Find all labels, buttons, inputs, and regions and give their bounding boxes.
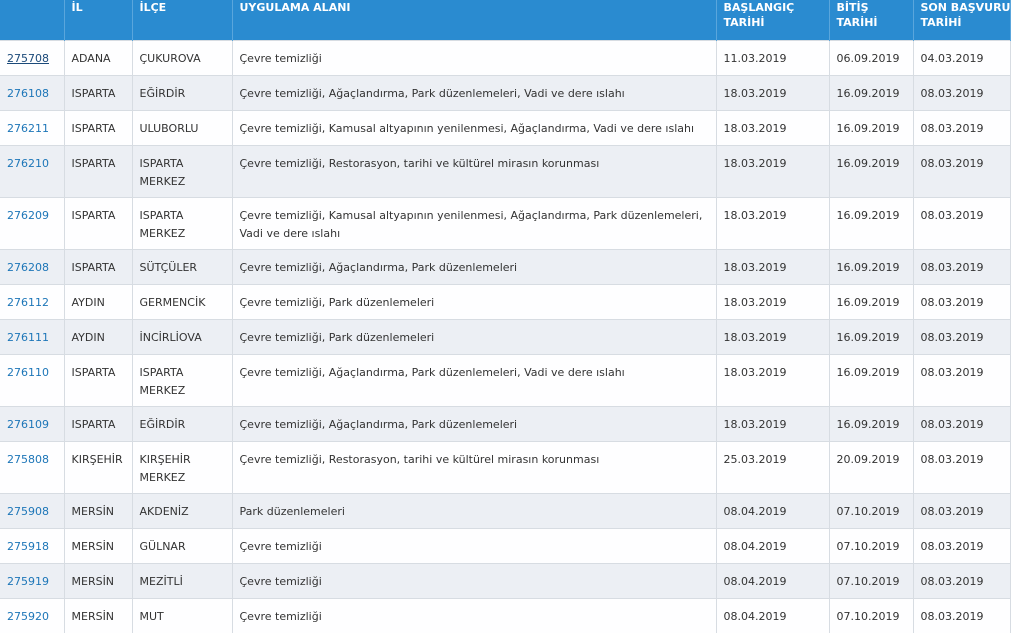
cell-son-basvuru-tarihi [913,442,1010,494]
ilce-line: MERKEZ [140,469,225,487]
cell-uygulama-alani [232,355,716,407]
ilce-line: ISPARTA [140,155,225,173]
header-son-basvuru-tarihi: SON BAŞVURU TARİHİ [913,0,1010,41]
ilce-line: MUT [140,608,225,626]
date-text: 08.03.2019 [921,453,984,466]
table-row [0,250,1010,285]
cell-baslangic-tarihi [716,355,829,407]
uygulama-alani-line: Park düzenlemeleri [240,503,709,521]
il-text: ISPARTA [72,366,116,379]
date-text: 16.09.2019 [837,366,900,379]
uygulama-alani-line: Çevre temizliği [240,573,709,591]
record-id-link[interactable]: 276110 [7,366,49,379]
table-row [0,320,1010,355]
table-body [0,41,1010,633]
date-text: 16.09.2019 [837,261,900,274]
date-text: 18.03.2019 [724,122,787,135]
date-text: 07.10.2019 [837,505,900,518]
date-text: 08.03.2019 [921,261,984,274]
cell-baslangic-tarihi [716,407,829,442]
cell-ilce [132,599,232,633]
date-text: 07.10.2019 [837,610,900,623]
cell-id [0,355,64,407]
uygulama-alani-line: Çevre temizliği, Restorasyon, tarihi ve kültürel mirasın korunması [240,155,709,173]
cell-il [64,198,132,250]
cell-uygulama-alani [232,198,716,250]
table-row [0,41,1010,76]
cell-uygulama-alani [232,407,716,442]
cell-bitis-tarihi [829,111,913,146]
cell-ilce [132,442,232,494]
date-text: 08.03.2019 [921,505,984,518]
date-text: 16.09.2019 [837,122,900,135]
record-id-link[interactable]: 276112 [7,296,49,309]
il-text: KIRŞEHİR [72,453,123,466]
date-text: 07.10.2019 [837,575,900,588]
ilce-line: MERKEZ [140,382,225,400]
uygulama-alani-line: Çevre temizliği, Ağaçlandırma, Park düzenlemeleri, Vadi ve dere ıslahı [240,85,709,103]
date-text: 08.03.2019 [921,610,984,623]
cell-son-basvuru-tarihi [913,146,1010,198]
cell-il [64,564,132,599]
il-text: ISPARTA [72,418,116,431]
cell-id [0,41,64,76]
cell-il [64,529,132,564]
ilce-line: ISPARTA [140,207,225,225]
cell-son-basvuru-tarihi [913,111,1010,146]
header-ilce: İLÇE [132,0,232,41]
cell-id [0,442,64,494]
date-text: 16.09.2019 [837,296,900,309]
record-id-link[interactable]: 276211 [7,122,49,135]
header-baslangic-tarihi: BAŞLANGIÇ TARİHİ [716,0,829,41]
uygulama-alani-line: Çevre temizliği, Ağaçlandırma, Park düzenlemeleri, Vadi ve dere ıslahı [240,364,709,382]
record-id-link[interactable]: 275920 [7,610,49,623]
cell-il [64,599,132,633]
cell-ilce [132,494,232,529]
date-text: 08.04.2019 [724,575,787,588]
table-row [0,599,1010,633]
cell-il [64,494,132,529]
date-text: 08.04.2019 [724,505,787,518]
cell-son-basvuru-tarihi [913,76,1010,111]
ilce-line: ULUBORLU [140,120,225,138]
cell-baslangic-tarihi [716,198,829,250]
date-text: 18.03.2019 [724,418,787,431]
cell-il [64,320,132,355]
ilce-line: AKDENİZ [140,503,225,521]
table-row [0,407,1010,442]
cell-uygulama-alani [232,320,716,355]
date-text: 11.03.2019 [724,52,787,65]
uygulama-alani-line: Çevre temizliği, Ağaçlandırma, Park düzenlemeleri [240,416,709,434]
cell-il [64,285,132,320]
cell-ilce [132,529,232,564]
date-text: 08.03.2019 [921,366,984,379]
il-text: ISPARTA [72,122,116,135]
cell-bitis-tarihi [829,529,913,564]
date-text: 18.03.2019 [724,261,787,274]
cell-baslangic-tarihi [716,494,829,529]
cell-baslangic-tarihi [716,320,829,355]
record-id-link[interactable]: 275808 [7,453,49,466]
uygulama-alani-line: Çevre temizliği [240,538,709,556]
cell-il [64,76,132,111]
table-row [0,529,1010,564]
record-id-link[interactable]: 276209 [7,209,49,222]
date-text: 06.09.2019 [837,52,900,65]
cell-bitis-tarihi [829,407,913,442]
date-text: 18.03.2019 [724,366,787,379]
date-text: 16.09.2019 [837,209,900,222]
cell-son-basvuru-tarihi [913,494,1010,529]
date-text: 16.09.2019 [837,157,900,170]
il-text: ADANA [72,52,111,65]
cell-ilce [132,250,232,285]
cell-id [0,407,64,442]
cell-uygulama-alani [232,41,716,76]
date-text: 16.09.2019 [837,331,900,344]
cell-il [64,250,132,285]
cell-id [0,494,64,529]
date-text: 16.09.2019 [837,418,900,431]
cell-uygulama-alani [232,494,716,529]
date-text: 07.10.2019 [837,540,900,553]
cell-baslangic-tarihi [716,250,829,285]
ilce-line: MERKEZ [140,173,225,191]
il-text: MERSİN [72,575,115,588]
il-text: ISPARTA [72,261,116,274]
il-text: AYDIN [72,296,105,309]
cell-id [0,198,64,250]
date-text: 08.03.2019 [921,540,984,553]
cell-uygulama-alani [232,146,716,198]
record-id-link[interactable]: 275708 [7,52,49,65]
uygulama-alani-line: Çevre temizliği, Park düzenlemeleri [240,294,709,312]
date-text: 08.04.2019 [724,540,787,553]
il-text: ISPARTA [72,209,116,222]
cell-ilce [132,198,232,250]
cell-son-basvuru-tarihi [913,599,1010,633]
cell-id [0,564,64,599]
record-id-link[interactable]: 275918 [7,540,49,553]
uygulama-alani-line: Çevre temizliği, Park düzenlemeleri [240,329,709,347]
cell-id [0,146,64,198]
il-text: ISPARTA [72,87,116,100]
cell-ilce [132,564,232,599]
cell-bitis-tarihi [829,285,913,320]
date-text: 18.03.2019 [724,157,787,170]
cell-uygulama-alani [232,285,716,320]
cell-il [64,407,132,442]
table-row [0,494,1010,529]
cell-id [0,111,64,146]
date-text: 08.03.2019 [921,418,984,431]
ilce-line: GERMENCİK [140,294,225,312]
ilce-line: SÜTÇÜLER [140,259,225,277]
cell-uygulama-alani [232,76,716,111]
date-text: 08.03.2019 [921,209,984,222]
uygulama-alani-line: Çevre temizliği [240,608,709,626]
cell-bitis-tarihi [829,355,913,407]
record-id-link[interactable]: 275908 [7,505,49,518]
ilce-line: EĞİRDİR [140,85,225,103]
table-row [0,111,1010,146]
cell-son-basvuru-tarihi [913,198,1010,250]
cell-id [0,599,64,633]
date-text: 18.03.2019 [724,87,787,100]
ilce-line: ISPARTA [140,364,225,382]
cell-son-basvuru-tarihi [913,529,1010,564]
ilce-line: MERKEZ [140,225,225,243]
il-text: ISPARTA [72,157,116,170]
cell-baslangic-tarihi [716,564,829,599]
cell-uygulama-alani [232,250,716,285]
record-id-link[interactable]: 276111 [7,331,49,344]
cell-bitis-tarihi [829,564,913,599]
cell-ilce [132,41,232,76]
table-header [0,0,1010,41]
cell-baslangic-tarihi [716,111,829,146]
cell-bitis-tarihi [829,442,913,494]
header-row [0,0,1010,41]
cell-uygulama-alani [232,529,716,564]
cell-id [0,529,64,564]
ilce-line: GÜLNAR [140,538,225,556]
cell-ilce [132,285,232,320]
cell-uygulama-alani [232,564,716,599]
table-row [0,146,1010,198]
cell-ilce [132,146,232,198]
cell-bitis-tarihi [829,494,913,529]
cell-baslangic-tarihi [716,599,829,633]
cell-baslangic-tarihi [716,146,829,198]
ilce-line: İNCİRLİOVA [140,329,225,347]
cell-il [64,355,132,407]
il-text: MERSİN [72,540,115,553]
record-id-link[interactable]: 276108 [7,87,49,100]
cell-id [0,285,64,320]
cell-ilce [132,407,232,442]
cell-son-basvuru-tarihi [913,407,1010,442]
cell-uygulama-alani [232,111,716,146]
cell-ilce [132,355,232,407]
ilce-line: MEZİTLİ [140,573,225,591]
table-row [0,285,1010,320]
uygulama-alani-line: Çevre temizliği, Ağaçlandırma, Park düzenlemeleri [240,259,709,277]
record-id-link[interactable]: 275919 [7,575,49,588]
cell-baslangic-tarihi [716,41,829,76]
date-text: 08.03.2019 [921,331,984,344]
cell-id [0,320,64,355]
table-row [0,198,1010,250]
uygulama-alani-line: Çevre temizliği [240,50,709,68]
table-row [0,564,1010,599]
cell-uygulama-alani [232,442,716,494]
cell-bitis-tarihi [829,320,913,355]
cell-il [64,146,132,198]
header-bitis-tarihi: BİTİŞ TARİHİ [829,0,913,41]
uygulama-alani-line: Çevre temizliği, Kamusal altyapının yenilenmesi, Ağaçlandırma, Vadi ve dere ıslahı [240,120,709,138]
il-text: MERSİN [72,610,115,623]
date-text: 18.03.2019 [724,296,787,309]
cell-id [0,250,64,285]
date-text: 20.09.2019 [837,453,900,466]
cell-son-basvuru-tarihi [913,320,1010,355]
date-text: 18.03.2019 [724,209,787,222]
date-text: 08.04.2019 [724,610,787,623]
cell-baslangic-tarihi [716,529,829,564]
date-text: 16.09.2019 [837,87,900,100]
cell-son-basvuru-tarihi [913,41,1010,76]
header-id [0,0,64,41]
date-text: 04.03.2019 [921,52,984,65]
cell-baslangic-tarihi [716,442,829,494]
uygulama-alani-line: Çevre temizliği, Kamusal altyapının yenilenmesi, Ağaçlandırma, Park düzenlemeleri, [240,207,709,225]
table-row [0,442,1010,494]
date-text: 08.03.2019 [921,122,984,135]
cell-son-basvuru-tarihi [913,250,1010,285]
date-text: 25.03.2019 [724,453,787,466]
table-row [0,355,1010,407]
date-text: 08.03.2019 [921,157,984,170]
cell-ilce [132,111,232,146]
cell-ilce [132,320,232,355]
cell-son-basvuru-tarihi [913,564,1010,599]
date-text: 18.03.2019 [724,331,787,344]
record-id-link[interactable]: 276109 [7,418,49,431]
date-text: 08.03.2019 [921,296,984,309]
date-text: 08.03.2019 [921,87,984,100]
uygulama-alani-line: Vadi ve dere ıslahı [240,225,709,243]
cell-son-basvuru-tarihi [913,355,1010,407]
cell-il [64,442,132,494]
cell-bitis-tarihi [829,599,913,633]
cell-bitis-tarihi [829,198,913,250]
date-text: 08.03.2019 [921,575,984,588]
uygulama-alani-line: Çevre temizliği, Restorasyon, tarihi ve kültürel mirasın korunması [240,451,709,469]
cell-bitis-tarihi [829,146,913,198]
ilce-line: EĞİRDİR [140,416,225,434]
table-row [0,76,1010,111]
header-uygulama-alani: UYGULAMA ALANI [232,0,716,41]
record-id-link[interactable]: 276208 [7,261,49,274]
header-il: İL [64,0,132,41]
cell-bitis-tarihi [829,76,913,111]
ilce-line: ÇUKUROVA [140,50,225,68]
cell-il [64,41,132,76]
il-text: MERSİN [72,505,115,518]
cell-uygulama-alani [232,599,716,633]
il-text: AYDIN [72,331,105,344]
record-id-link[interactable]: 276210 [7,157,49,170]
cell-baslangic-tarihi [716,76,829,111]
cell-ilce [132,76,232,111]
cell-bitis-tarihi [829,250,913,285]
cell-bitis-tarihi [829,41,913,76]
cell-il [64,111,132,146]
cell-id [0,76,64,111]
ilce-line: KIRŞEHİR [140,451,225,469]
cell-son-basvuru-tarihi [913,285,1010,320]
cell-baslangic-tarihi [716,285,829,320]
